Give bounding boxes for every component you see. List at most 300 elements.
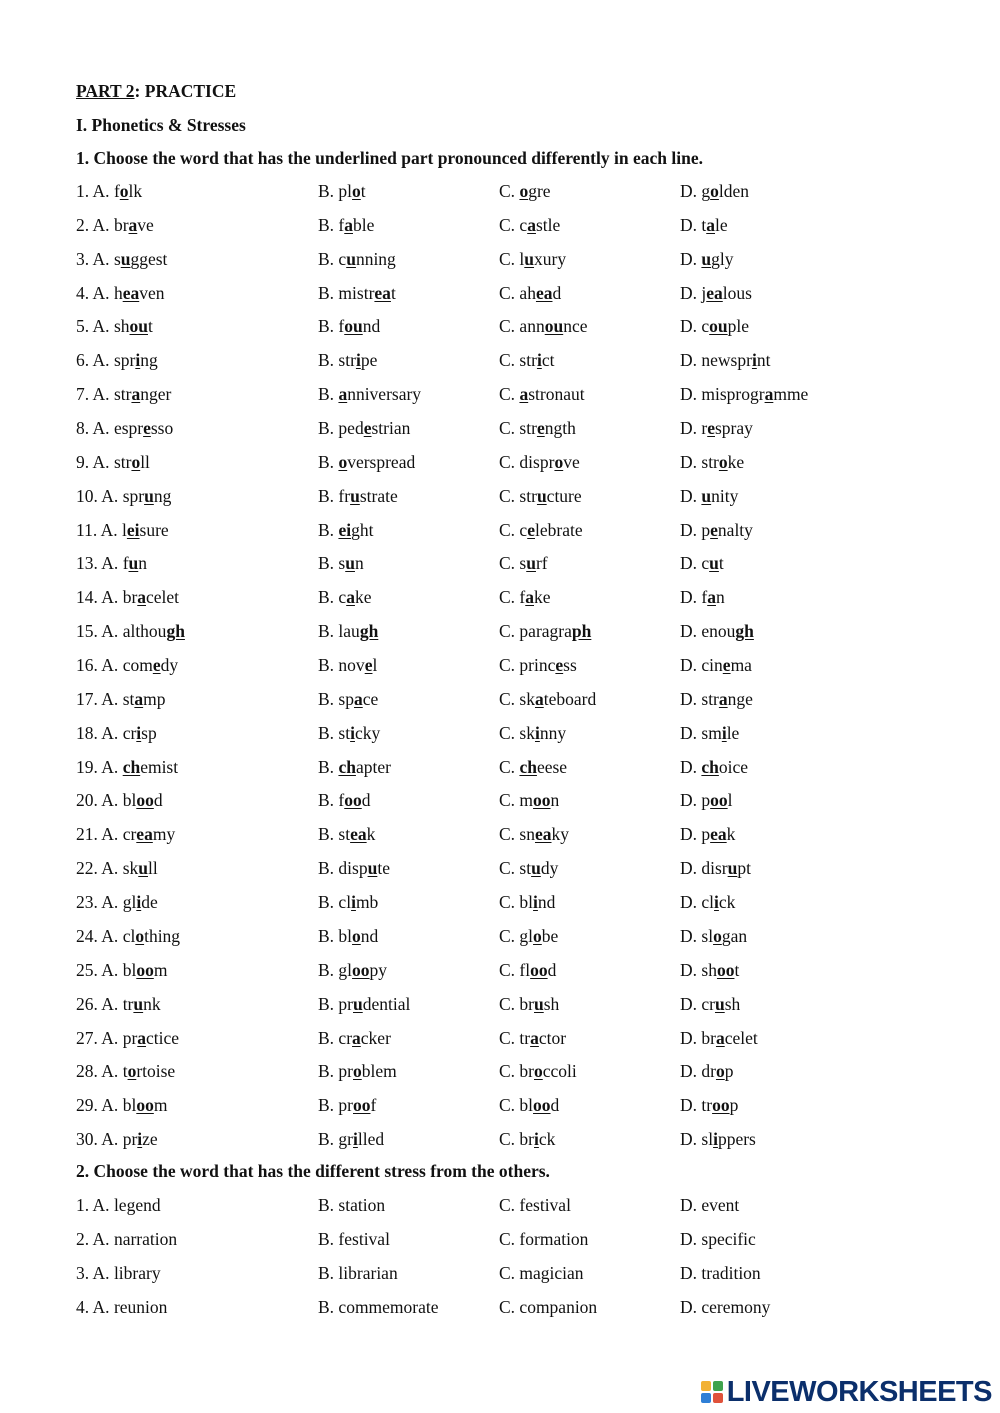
option-text: C. str bbox=[499, 350, 537, 371]
option-text: B. bl bbox=[318, 925, 353, 946]
option-text: B. sp bbox=[318, 688, 354, 709]
underlined-part: ch bbox=[122, 756, 141, 777]
option-text: str bbox=[113, 451, 132, 472]
option-text: C. magician bbox=[499, 1262, 584, 1283]
option-a bbox=[76, 789, 163, 811]
option-b bbox=[318, 789, 371, 811]
option-text-end: l bbox=[727, 790, 733, 811]
option-text-end: sso bbox=[150, 418, 174, 439]
option-text-end: d bbox=[547, 959, 557, 980]
option-text-end: mp bbox=[143, 688, 166, 709]
option-a bbox=[76, 1128, 158, 1150]
option-a bbox=[76, 552, 147, 574]
option-text-end: de bbox=[141, 892, 158, 913]
underlined-part: o bbox=[352, 925, 361, 946]
underlined-part: a bbox=[527, 214, 536, 235]
option-text: bl bbox=[122, 1095, 137, 1116]
option-c bbox=[499, 417, 576, 439]
underlined-part: oo bbox=[136, 1095, 154, 1116]
option-a bbox=[76, 925, 180, 947]
option-text: D. event bbox=[680, 1195, 740, 1215]
underlined-part: a bbox=[525, 587, 534, 608]
question-number: 17. A. bbox=[76, 688, 119, 709]
option-text: althou bbox=[122, 621, 167, 642]
option-b bbox=[318, 722, 380, 744]
underlined-part: oo bbox=[712, 1095, 730, 1116]
option-text-end: nalty bbox=[717, 519, 753, 540]
underlined-part: u bbox=[138, 858, 148, 879]
option-text: D. tr bbox=[680, 1095, 713, 1116]
option-d bbox=[680, 925, 747, 947]
underlined-part: oo bbox=[136, 959, 154, 980]
option-c bbox=[499, 688, 596, 710]
option-text: spr bbox=[113, 350, 136, 371]
option-text: B. cl bbox=[318, 892, 352, 913]
logo-square bbox=[701, 1381, 711, 1391]
option-text: com bbox=[122, 655, 153, 676]
option-b bbox=[318, 1027, 391, 1049]
underlined-part: o bbox=[338, 451, 348, 472]
underlined-part: o bbox=[534, 1061, 543, 1082]
option-text: C. formation bbox=[499, 1228, 589, 1249]
option-text-end: sh bbox=[543, 993, 560, 1014]
underlined-part: e bbox=[555, 655, 564, 676]
option-text: bl bbox=[122, 790, 137, 811]
option-text-end: ctice bbox=[146, 1027, 180, 1048]
underlined-part: gh bbox=[735, 621, 754, 642]
option-text: B. disp bbox=[318, 858, 368, 879]
option-text: C. ann bbox=[499, 316, 545, 337]
underlined-part: oo bbox=[344, 790, 362, 811]
question-number: 18. A. bbox=[76, 722, 119, 743]
option-b bbox=[318, 248, 396, 270]
underlined-part: o bbox=[131, 451, 141, 472]
question-number: 28. A. bbox=[76, 1061, 119, 1082]
option-text: D. tradition bbox=[680, 1262, 761, 1283]
option-a bbox=[76, 1262, 161, 1284]
underlined-part: u bbox=[534, 993, 544, 1014]
underlined-part: e bbox=[143, 418, 151, 439]
option-b bbox=[318, 1228, 390, 1250]
option-text-end: t bbox=[718, 553, 724, 574]
option-text: gl bbox=[122, 892, 137, 913]
option-text: B. lau bbox=[318, 621, 360, 642]
option-text-end: ng bbox=[153, 485, 172, 506]
question-number: 24. A. bbox=[76, 925, 119, 946]
option-text: D. r bbox=[680, 418, 708, 439]
option-text: C. str bbox=[499, 485, 537, 506]
underlined-part: u bbox=[727, 858, 738, 879]
question-number: 21. A. bbox=[76, 824, 119, 845]
underlined-part: ea bbox=[136, 824, 153, 845]
option-d bbox=[680, 891, 735, 913]
underlined-part: u bbox=[536, 485, 547, 506]
option-c bbox=[499, 1027, 566, 1049]
option-text-end: lden bbox=[718, 181, 750, 201]
option-a bbox=[76, 1094, 167, 1116]
option-text-end: t bbox=[734, 959, 740, 980]
option-text: B. st bbox=[318, 722, 351, 743]
option-text-end: sure bbox=[139, 519, 169, 540]
underlined-part: a bbox=[353, 688, 363, 709]
option-text: C. bbox=[499, 384, 520, 405]
question-number: 29. A. bbox=[76, 1095, 119, 1116]
option-d bbox=[680, 620, 754, 642]
underlined-part: i bbox=[136, 892, 142, 913]
option-d bbox=[680, 722, 739, 744]
option-text: B. bbox=[318, 384, 339, 405]
option-text-end: verspread bbox=[347, 451, 416, 472]
option-text: D. enou bbox=[680, 621, 736, 642]
option-text: C. f bbox=[499, 587, 526, 608]
option-text: C. sn bbox=[499, 824, 535, 845]
question-number: 4. A. bbox=[76, 1296, 110, 1317]
option-d bbox=[680, 823, 735, 845]
option-text-end: ll bbox=[140, 451, 150, 472]
logo-square bbox=[713, 1393, 723, 1403]
option-c bbox=[499, 1194, 571, 1216]
option-text-end: rf bbox=[535, 553, 548, 574]
option-text-end: nny bbox=[539, 722, 567, 743]
question-number: 8. A. bbox=[76, 418, 110, 439]
option-text-end: le bbox=[715, 214, 728, 235]
option-d bbox=[680, 756, 748, 778]
option-text: C. c bbox=[499, 214, 528, 235]
option-text-end: ght bbox=[351, 519, 374, 540]
option-text-end: n bbox=[354, 553, 364, 574]
option-a bbox=[76, 214, 154, 236]
option-text: B. c bbox=[318, 587, 347, 608]
option-text: C. ah bbox=[499, 282, 536, 303]
underlined-part: i bbox=[136, 722, 142, 743]
underlined-part: a bbox=[137, 587, 147, 608]
option-text: B. pl bbox=[318, 181, 353, 201]
option-text-end: lled bbox=[357, 1129, 385, 1150]
question-number: 25. A. bbox=[76, 959, 119, 980]
option-text-end: apter bbox=[355, 756, 391, 777]
option-text: D. sm bbox=[680, 722, 722, 743]
option-text-end: pe bbox=[360, 350, 378, 371]
option-text-end: teboard bbox=[543, 688, 597, 709]
option-text-end: m bbox=[153, 1095, 168, 1116]
option-text-end: ke bbox=[727, 451, 745, 472]
option-b bbox=[318, 959, 387, 981]
option-text: legend bbox=[113, 1195, 161, 1215]
option-text-end: p bbox=[724, 1061, 734, 1082]
option-text-end: p bbox=[729, 1095, 739, 1116]
option-text-end: sh bbox=[724, 993, 741, 1014]
underlined-part: a bbox=[344, 214, 353, 235]
option-text: B. bbox=[318, 756, 339, 777]
option-c bbox=[499, 180, 551, 202]
option-text: D. sl bbox=[680, 1129, 714, 1150]
underlined-part: e bbox=[363, 418, 372, 439]
underlined-part: oo bbox=[353, 1095, 371, 1116]
option-text-end: dy bbox=[540, 858, 559, 879]
option-text-end: sp bbox=[141, 722, 157, 743]
option-d bbox=[680, 552, 724, 574]
option-c bbox=[499, 383, 585, 405]
underlined-part: oo bbox=[533, 790, 551, 811]
option-text: D. disr bbox=[680, 858, 728, 879]
option-text: C. st bbox=[499, 858, 532, 879]
option-d bbox=[680, 959, 739, 981]
option-text: narration bbox=[113, 1228, 178, 1249]
underlined-part: o bbox=[715, 1061, 725, 1082]
option-text: D. c bbox=[680, 553, 710, 574]
question-number: 26. A. bbox=[76, 993, 119, 1014]
underlined-part: o bbox=[710, 181, 719, 201]
question-number: 27. A. bbox=[76, 1027, 119, 1048]
underlined-part: u bbox=[709, 553, 719, 574]
option-text-end: gan bbox=[721, 925, 748, 946]
underlined-part: o bbox=[353, 1061, 362, 1082]
option-text-end: eese bbox=[536, 756, 568, 777]
option-text-end: t bbox=[147, 316, 153, 337]
option-text: C. sk bbox=[499, 722, 535, 743]
option-text: l bbox=[122, 519, 127, 540]
underlined-part: i bbox=[713, 1129, 718, 1150]
question-number: 2. A. bbox=[76, 1228, 110, 1249]
option-d bbox=[680, 451, 744, 473]
option-text: D. p bbox=[680, 824, 711, 845]
underlined-part: i bbox=[534, 1129, 539, 1150]
option-text: D. specific bbox=[680, 1228, 756, 1249]
option-text-end: t bbox=[360, 181, 366, 201]
option-a bbox=[76, 417, 173, 439]
option-text-end: cky bbox=[354, 722, 381, 743]
logo-square bbox=[713, 1381, 723, 1391]
option-b bbox=[318, 1262, 398, 1284]
option-text-end: ccoli bbox=[542, 1061, 577, 1082]
option-a bbox=[76, 315, 153, 337]
underlined-part: u bbox=[350, 485, 360, 506]
option-d bbox=[680, 1094, 738, 1116]
option-text: B. str bbox=[318, 350, 356, 371]
option-c bbox=[499, 519, 583, 541]
option-b bbox=[318, 180, 366, 202]
option-text-end: emist bbox=[140, 756, 179, 777]
option-a bbox=[76, 1228, 177, 1250]
option-d bbox=[680, 315, 749, 337]
logo-mark-icon bbox=[701, 1381, 723, 1403]
option-text: B. commemorate bbox=[318, 1296, 439, 1317]
option-d bbox=[680, 1228, 756, 1250]
option-c bbox=[499, 1296, 597, 1318]
option-c bbox=[499, 993, 559, 1015]
question-number: 3. A. bbox=[76, 248, 110, 269]
option-d bbox=[680, 519, 753, 541]
option-text-end: lk bbox=[128, 181, 143, 201]
option-text: B. librarian bbox=[318, 1262, 398, 1283]
option-text-end: cker bbox=[360, 1027, 391, 1048]
underlined-part: o bbox=[127, 1061, 137, 1082]
underlined-part: i bbox=[751, 350, 757, 371]
option-text-end: le bbox=[726, 722, 740, 743]
option-c bbox=[499, 552, 548, 574]
underlined-part: ou bbox=[129, 316, 148, 337]
option-b bbox=[318, 383, 421, 405]
option-a bbox=[76, 1194, 161, 1216]
underlined-part: e bbox=[364, 655, 373, 676]
option-c bbox=[499, 1128, 555, 1150]
option-text: B. gr bbox=[318, 1129, 353, 1150]
option-a bbox=[76, 959, 167, 981]
option-text-end: stronaut bbox=[528, 384, 585, 405]
question-number: 11. A. bbox=[76, 519, 118, 540]
option-text-end: celet bbox=[146, 587, 180, 608]
underlined-part: i bbox=[353, 1129, 358, 1150]
option-text: str bbox=[113, 384, 132, 405]
underlined-part: i bbox=[534, 722, 540, 743]
underlined-part: i bbox=[355, 350, 361, 371]
option-text-end: be bbox=[541, 925, 559, 946]
underlined-part: gh bbox=[359, 621, 379, 642]
option-text-end: ve bbox=[563, 451, 580, 472]
option-text-end: nning bbox=[355, 248, 396, 269]
underlined-part: e bbox=[710, 519, 718, 540]
option-text: D. cr bbox=[680, 993, 715, 1014]
option-d bbox=[680, 214, 728, 236]
underlined-part: e bbox=[527, 519, 535, 540]
underlined-part: a bbox=[715, 1027, 725, 1048]
underlined-part: ei bbox=[338, 519, 352, 540]
option-text-end: ss bbox=[563, 655, 577, 676]
option-text-end: f bbox=[370, 1095, 377, 1116]
option-d bbox=[680, 485, 738, 507]
option-d bbox=[680, 688, 753, 710]
option-a bbox=[76, 620, 185, 642]
underlined-part: i bbox=[135, 350, 141, 371]
option-text: pr bbox=[122, 1129, 138, 1150]
option-text: C. companion bbox=[499, 1296, 598, 1317]
option-text: C. tr bbox=[499, 1027, 531, 1048]
option-d bbox=[680, 1296, 770, 1318]
part-heading bbox=[76, 80, 236, 102]
option-b bbox=[318, 1128, 384, 1150]
underlined-part: o bbox=[554, 451, 564, 472]
question-number: 3. A. bbox=[76, 1262, 110, 1283]
option-c bbox=[499, 654, 577, 676]
option-c bbox=[499, 485, 582, 507]
option-text-end: nk bbox=[143, 993, 161, 1014]
option-d bbox=[680, 1060, 733, 1082]
option-text: h bbox=[113, 282, 123, 303]
underlined-part: a bbox=[131, 384, 141, 405]
option-text: D. p bbox=[680, 790, 711, 811]
option-text: B. c bbox=[318, 248, 347, 269]
option-c bbox=[499, 722, 566, 744]
option-a bbox=[76, 180, 142, 202]
option-text-end: strian bbox=[371, 418, 411, 439]
option-text-end: k bbox=[366, 824, 376, 845]
option-text: C. m bbox=[499, 790, 534, 811]
option-text: C. l bbox=[499, 248, 525, 269]
option-c bbox=[499, 1262, 584, 1284]
option-a bbox=[76, 451, 150, 473]
underlined-part: ou bbox=[544, 316, 564, 337]
option-a bbox=[76, 349, 158, 371]
option-text: C. sk bbox=[499, 688, 535, 709]
option-d bbox=[680, 857, 751, 879]
option-text-end: celet bbox=[724, 1027, 758, 1048]
option-text: B. gl bbox=[318, 959, 353, 980]
option-text-end: k bbox=[726, 824, 736, 845]
underlined-part: oo bbox=[710, 790, 728, 811]
option-text: C. dispr bbox=[499, 451, 555, 472]
underlined-part: u bbox=[367, 858, 378, 879]
option-b bbox=[318, 519, 373, 541]
option-c bbox=[499, 891, 555, 913]
underlined-part: a bbox=[338, 384, 348, 405]
option-text: D. p bbox=[680, 519, 711, 540]
option-text: D. sh bbox=[680, 959, 717, 980]
option-text-end: ngth bbox=[544, 418, 576, 439]
option-d bbox=[680, 993, 740, 1015]
option-text-end: nniversary bbox=[347, 384, 422, 405]
liveworksheets-logo bbox=[701, 1377, 992, 1407]
option-text: D. newspr bbox=[680, 350, 752, 371]
option-text-end: d bbox=[361, 790, 371, 811]
option-d bbox=[680, 383, 808, 405]
option-text: reunion bbox=[113, 1296, 168, 1317]
option-a bbox=[76, 654, 178, 676]
underlined-part: a bbox=[706, 214, 715, 235]
underlined-part: a bbox=[707, 587, 716, 608]
option-text: C. str bbox=[499, 418, 537, 439]
option-text: C. s bbox=[499, 553, 527, 574]
underlined-part: o bbox=[135, 925, 145, 946]
option-a bbox=[76, 756, 178, 778]
question-number: 20. A. bbox=[76, 790, 119, 811]
option-text: tr bbox=[122, 993, 134, 1014]
option-text: C. bl bbox=[499, 892, 534, 913]
option-text-end: n bbox=[715, 587, 725, 608]
option-text: sk bbox=[122, 858, 139, 879]
question-number: 19. A. bbox=[76, 756, 119, 777]
option-b bbox=[318, 552, 364, 574]
option-text-end: ppers bbox=[717, 1129, 756, 1150]
option-text-end: te bbox=[377, 858, 390, 879]
underlined-part: o bbox=[718, 451, 728, 472]
option-b bbox=[318, 349, 377, 371]
option-c bbox=[499, 789, 559, 811]
option-text: D. g bbox=[680, 181, 711, 201]
option-text-end: ce bbox=[362, 688, 379, 709]
part-rest: : PRACTICE bbox=[134, 81, 237, 101]
option-b bbox=[318, 654, 377, 676]
option-text: cl bbox=[122, 925, 136, 946]
option-text-end: stle bbox=[535, 214, 561, 235]
option-text: C. festival bbox=[499, 1195, 571, 1215]
option-text-end: d bbox=[552, 282, 562, 303]
option-b bbox=[318, 586, 371, 608]
option-c bbox=[499, 451, 580, 473]
underlined-part: o bbox=[519, 181, 529, 201]
option-text: f bbox=[122, 553, 129, 574]
option-d bbox=[680, 1128, 756, 1150]
option-text: B. festival bbox=[318, 1228, 390, 1249]
option-text-end: ma bbox=[730, 655, 752, 676]
option-text-end: mme bbox=[773, 384, 809, 405]
option-d bbox=[680, 1027, 758, 1049]
option-text-end: ct bbox=[541, 350, 555, 371]
underlined-part: ea bbox=[535, 282, 553, 303]
option-text-end: mb bbox=[355, 892, 379, 913]
underlined-part: ou bbox=[709, 316, 728, 337]
underlined-part: a bbox=[134, 688, 144, 709]
option-b bbox=[318, 925, 378, 947]
